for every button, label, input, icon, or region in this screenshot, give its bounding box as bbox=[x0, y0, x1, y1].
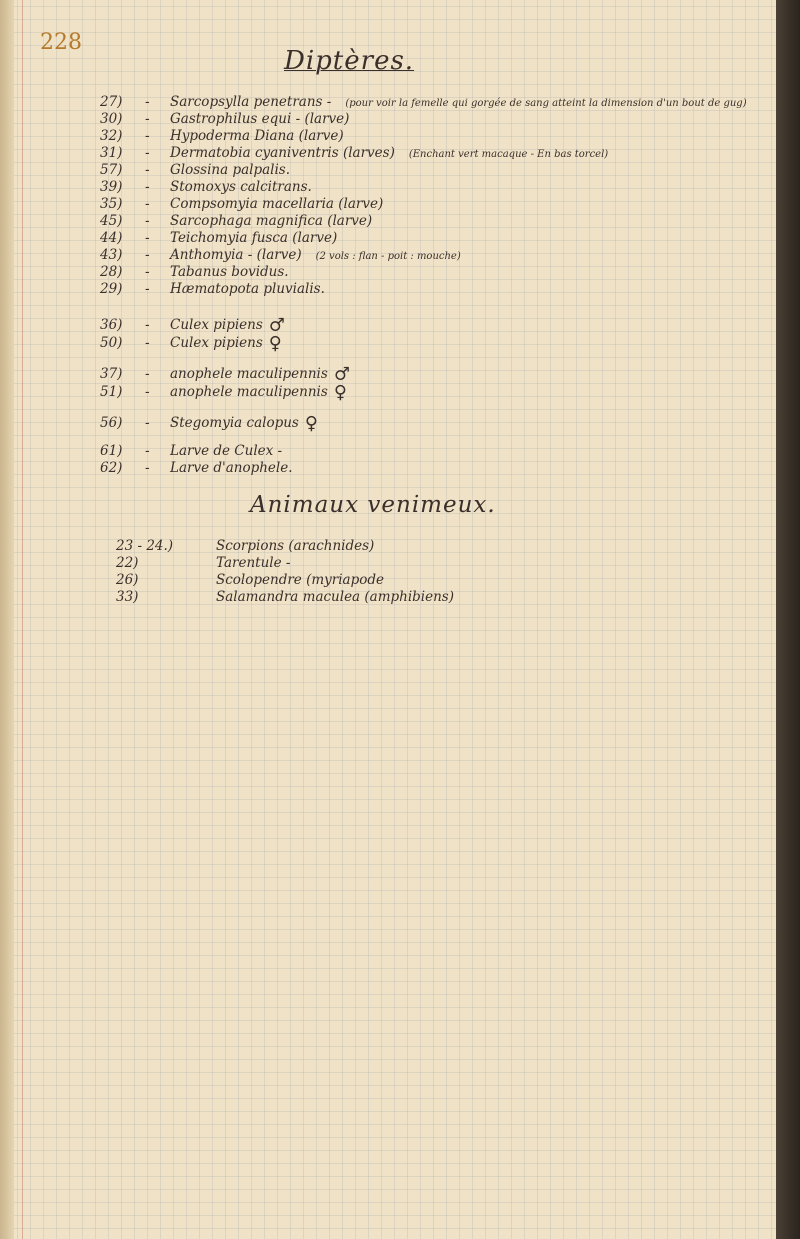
entry-number: 31) bbox=[100, 145, 123, 161]
page-dark-edge bbox=[776, 0, 800, 1239]
list-item bbox=[100, 264, 289, 282]
species-name: anophele maculipennis bbox=[170, 384, 328, 400]
entry-dash: - bbox=[145, 366, 150, 382]
entry-number: 26) bbox=[116, 572, 139, 588]
species-name: Sarcopsylla penetrans - bbox=[170, 94, 332, 110]
list-item bbox=[100, 460, 293, 478]
entry-dash: - bbox=[145, 443, 150, 459]
list-item bbox=[100, 196, 383, 214]
section-title-dipteres: Diptères. bbox=[284, 46, 415, 76]
entry-dash: - bbox=[145, 145, 150, 161]
list-item bbox=[100, 145, 608, 163]
entry-dash: - bbox=[145, 111, 150, 127]
entry-dash: - bbox=[145, 264, 150, 280]
female-symbol-icon: ♀ bbox=[304, 413, 319, 434]
male-symbol-icon: ♂ bbox=[268, 315, 285, 336]
entry-dash: - bbox=[145, 460, 150, 476]
male-symbol-icon: ♂ bbox=[333, 364, 350, 385]
entry-dash: - bbox=[145, 384, 150, 400]
species-name: Anthomyia - (larve) bbox=[170, 247, 302, 263]
entry-number: 33) bbox=[116, 589, 139, 605]
list-item bbox=[100, 179, 312, 197]
list-item bbox=[100, 380, 347, 403]
list-item bbox=[100, 313, 285, 336]
entry-dash: - bbox=[145, 281, 150, 297]
entry-number: 36) bbox=[100, 317, 123, 333]
list-item bbox=[116, 538, 374, 556]
species-name: Hypoderma Diana (larve) bbox=[170, 128, 344, 144]
entry-dash: - bbox=[145, 317, 150, 333]
list-item bbox=[100, 213, 372, 231]
entry-note: (pour voir la femelle qui gorgée de sang atteint la dimension d'un bout de gug) bbox=[345, 98, 747, 109]
species-name: Salamandra maculea (amphibiens) bbox=[216, 589, 455, 605]
entry-number: 43) bbox=[100, 247, 123, 263]
margin-line bbox=[22, 0, 23, 1239]
species-name: anophele maculipennis bbox=[170, 366, 328, 382]
entry-number: 51) bbox=[100, 384, 123, 400]
entry-number: 37) bbox=[100, 366, 123, 382]
species-name: Scorpions (arachnides) bbox=[216, 538, 375, 554]
species-name: Hæmatopota pluvialis. bbox=[170, 281, 325, 297]
species-name: Compsomyia macellaria (larve) bbox=[170, 196, 384, 212]
species-name: Glossina palpalis. bbox=[170, 162, 290, 178]
species-name: Teichomyia fusca (larve) bbox=[170, 230, 338, 246]
list-item bbox=[100, 230, 337, 248]
entry-note: (2 vols : flan - poit : mouche) bbox=[315, 251, 461, 262]
species-name: Larve de Culex - bbox=[170, 443, 283, 459]
list-item bbox=[100, 162, 290, 180]
species-name: Gastrophilus equi - (larve) bbox=[170, 111, 350, 127]
page-binding-edge bbox=[0, 0, 14, 1239]
entry-note: (Enchant vert macaque - En bas torcel) bbox=[408, 149, 609, 160]
entry-dash: - bbox=[145, 247, 150, 263]
species-name: Stomoxys calcitrans. bbox=[170, 179, 312, 195]
list-item bbox=[116, 555, 290, 573]
entry-dash: - bbox=[145, 335, 150, 351]
female-symbol-icon: ♀ bbox=[333, 382, 347, 403]
entry-dash: - bbox=[145, 213, 150, 229]
list-item bbox=[100, 281, 325, 299]
list-item bbox=[100, 128, 344, 146]
entry-dash: - bbox=[145, 94, 150, 110]
list-item bbox=[100, 411, 319, 434]
species-name: Tarentule - bbox=[216, 555, 291, 571]
species-name: Culex pipiens bbox=[170, 335, 263, 351]
female-symbol-icon: ♀ bbox=[268, 333, 282, 354]
entry-number: 62) bbox=[100, 460, 123, 476]
species-name: Larve d'anophele. bbox=[170, 460, 293, 476]
species-name: Culex pipiens bbox=[170, 317, 263, 333]
entry-number: 61) bbox=[100, 443, 123, 459]
entry-number: 22) bbox=[116, 555, 139, 571]
list-item bbox=[100, 94, 747, 112]
entry-dash: - bbox=[145, 128, 150, 144]
species-name: Dermatobia cyaniventris (larves) bbox=[170, 145, 395, 161]
list-item bbox=[100, 111, 349, 129]
list-item bbox=[100, 443, 282, 461]
entry-number: 27) bbox=[100, 94, 123, 110]
section-title-animaux: Animaux venimeux. bbox=[250, 492, 496, 518]
list-item bbox=[116, 589, 454, 607]
entry-dash: - bbox=[145, 179, 150, 195]
list-item bbox=[100, 247, 461, 265]
species-name: Sarcophaga magnifica (larve) bbox=[170, 213, 373, 229]
entry-number: 32) bbox=[100, 128, 123, 144]
list-item bbox=[100, 362, 350, 385]
entry-number: 29) bbox=[100, 281, 123, 297]
entry-dash: - bbox=[145, 196, 150, 212]
entry-dash: - bbox=[145, 230, 150, 246]
entry-number: 45) bbox=[100, 213, 123, 229]
entry-number: 28) bbox=[100, 264, 123, 280]
species-name: Stegomyia calopus bbox=[170, 415, 299, 431]
entry-number: 35) bbox=[100, 196, 123, 212]
entry-number: 56) bbox=[100, 415, 123, 431]
list-item bbox=[116, 572, 384, 590]
list-item bbox=[100, 331, 282, 354]
entry-dash: - bbox=[145, 162, 150, 178]
page-number: 228 bbox=[40, 30, 82, 55]
entry-dash: - bbox=[145, 415, 150, 431]
entry-number: 23 - 24.) bbox=[116, 538, 174, 554]
entry-number: 30) bbox=[100, 111, 123, 127]
entry-number: 39) bbox=[100, 179, 123, 195]
entry-number: 44) bbox=[100, 230, 123, 246]
entry-number: 57) bbox=[100, 162, 123, 178]
entry-number: 50) bbox=[100, 335, 123, 351]
species-name: Tabanus bovidus. bbox=[170, 264, 289, 280]
species-name: Scolopendre (myriapode bbox=[216, 572, 384, 588]
